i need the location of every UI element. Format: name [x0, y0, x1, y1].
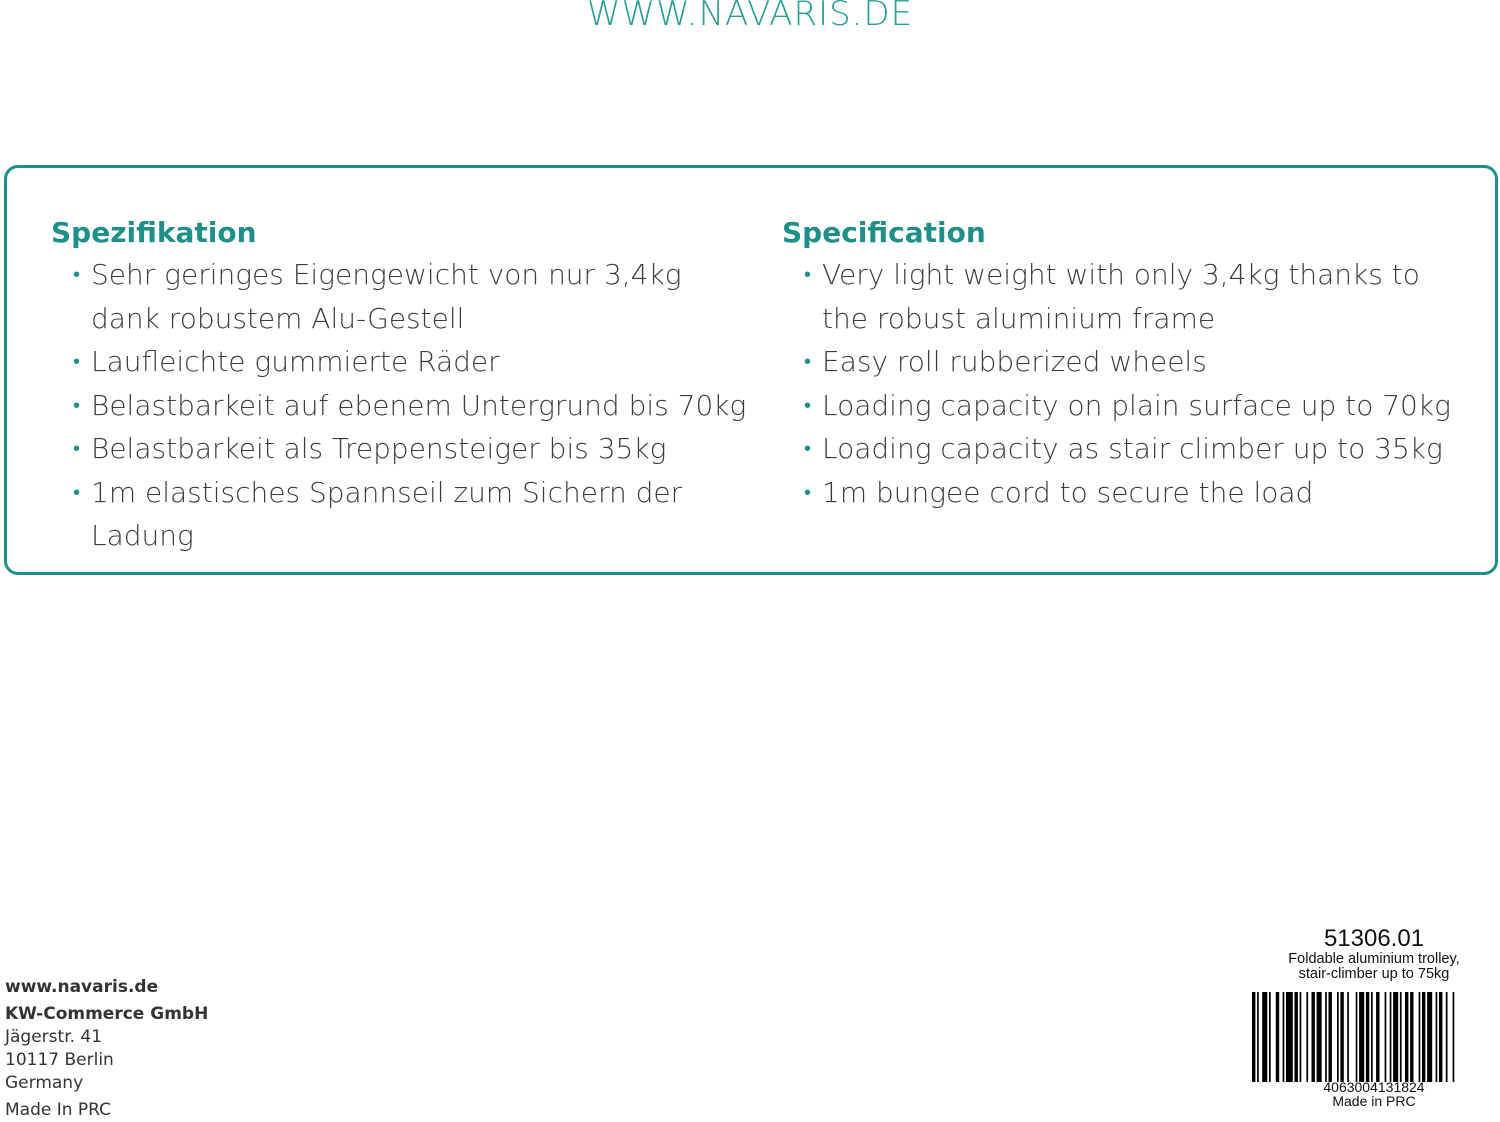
barcode-icon	[1250, 992, 1500, 1082]
barcode-bar	[1376, 992, 1379, 1082]
barcode-bar	[1390, 992, 1392, 1082]
barcode-bar	[1356, 992, 1358, 1082]
spec-list-english	[782, 253, 1462, 514]
header-url: WWW.NAVARIS.DE	[586, 0, 914, 34]
bullet-icon: •	[73, 349, 81, 373]
barcode-bar	[1419, 992, 1421, 1082]
article-number: 51306.01	[1323, 925, 1425, 952]
barcode-bar	[1439, 992, 1442, 1082]
spec-item: • Loading capacity on plain surface up to 70kg	[782, 384, 1462, 428]
spec-item: • Laufleichte gummierte Räder	[51, 340, 751, 384]
barcode-bar	[1337, 992, 1339, 1082]
spec-item: • 1m bungee cord to secure the load	[782, 471, 1442, 515]
barcode-bar	[1410, 992, 1413, 1082]
bullet-icon: •	[73, 436, 81, 460]
barcode-bar	[1329, 992, 1332, 1082]
barcode-bar	[1262, 992, 1267, 1082]
spec-column-english	[782, 216, 1462, 514]
barcode-bar	[1269, 992, 1271, 1082]
spec-title-english: Specification	[782, 216, 986, 249]
barcode-bar	[1453, 992, 1455, 1082]
website-link[interactable]: www.navaris.de	[5, 977, 159, 997]
spec-item: • Sehr geringes Eigengewicht von nur 3,4kg dank robustem Alu-Gestell	[51, 253, 751, 340]
product-description-line2: stair-climber up to 75kg	[1298, 966, 1450, 982]
origin: Made In PRC	[5, 1100, 112, 1120]
bullet-icon: •	[804, 479, 812, 504]
bullet-icon: •	[804, 262, 812, 286]
specification-box	[4, 165, 1498, 575]
label-origin: Made in PRC	[1332, 1093, 1416, 1109]
barcode-bar	[1347, 992, 1349, 1082]
barcode-bar	[1312, 992, 1315, 1082]
barcode-bar	[1306, 992, 1308, 1082]
barcode-bar	[1300, 992, 1302, 1082]
barcode-bar	[1436, 992, 1438, 1082]
bullet-icon: •	[73, 479, 81, 504]
spec-column-german	[51, 216, 751, 558]
spec-item: • Belastbarkeit auf ebenem Untergrund bis 70kg	[51, 384, 751, 428]
spec-item: • Very light weight with only 3,4kg thanks to the robust aluminium frame	[782, 253, 1442, 340]
barcode-bar	[1446, 992, 1448, 1082]
country: Germany	[5, 1073, 84, 1093]
spec-item: • Easy roll rubberized wheels	[782, 340, 1442, 384]
barcode-bar	[1359, 992, 1364, 1082]
company-address	[5, 976, 208, 1122]
spec-item: • 1m elastisches Spannseil zum Sichern der Ladung	[51, 471, 751, 558]
bullet-icon: •	[73, 262, 81, 286]
barcode-bar	[1393, 992, 1398, 1082]
barcode-bar	[1340, 992, 1343, 1082]
barcode-bar	[1295, 992, 1298, 1082]
spec-item: • Belastbarkeit als Treppensteiger bis 35kg	[51, 427, 751, 471]
barcode-bar	[1286, 992, 1293, 1082]
bullet-icon: •	[804, 349, 812, 373]
barcode-bar	[1257, 992, 1259, 1082]
spec-title-german: Spezifikation	[51, 216, 257, 249]
barcode-bar	[1252, 992, 1255, 1082]
barcode-bar	[1422, 992, 1425, 1082]
barcode-bar	[1385, 992, 1387, 1082]
bullet-icon: •	[804, 436, 812, 460]
company-name: KW-Commerce GmbH	[5, 1004, 209, 1024]
barcode-bar	[1400, 992, 1402, 1082]
barcode-bar	[1276, 992, 1279, 1082]
barcode-bar	[1325, 992, 1327, 1082]
city: 10117 Berlin	[5, 1050, 114, 1070]
barcode-bar	[1366, 992, 1369, 1082]
product-description-line1: Foldable aluminium trolley,	[1288, 951, 1460, 967]
street: Jägerstr. 41	[5, 1027, 103, 1047]
barcode-bar	[1283, 992, 1285, 1082]
ean-number: 4063004131824	[1323, 1079, 1425, 1095]
spec-list-german	[51, 253, 751, 558]
barcode-bar	[1427, 992, 1432, 1082]
product-label	[1246, 926, 1500, 1109]
barcode-bar	[1317, 992, 1322, 1082]
spec-item: • Loading capacity as stair climber up to 35kg	[782, 427, 1462, 471]
barcode-bar	[1405, 992, 1408, 1082]
bullet-icon: •	[73, 392, 81, 417]
barcode-bar	[1371, 992, 1373, 1082]
bullet-icon: •	[804, 392, 812, 417]
